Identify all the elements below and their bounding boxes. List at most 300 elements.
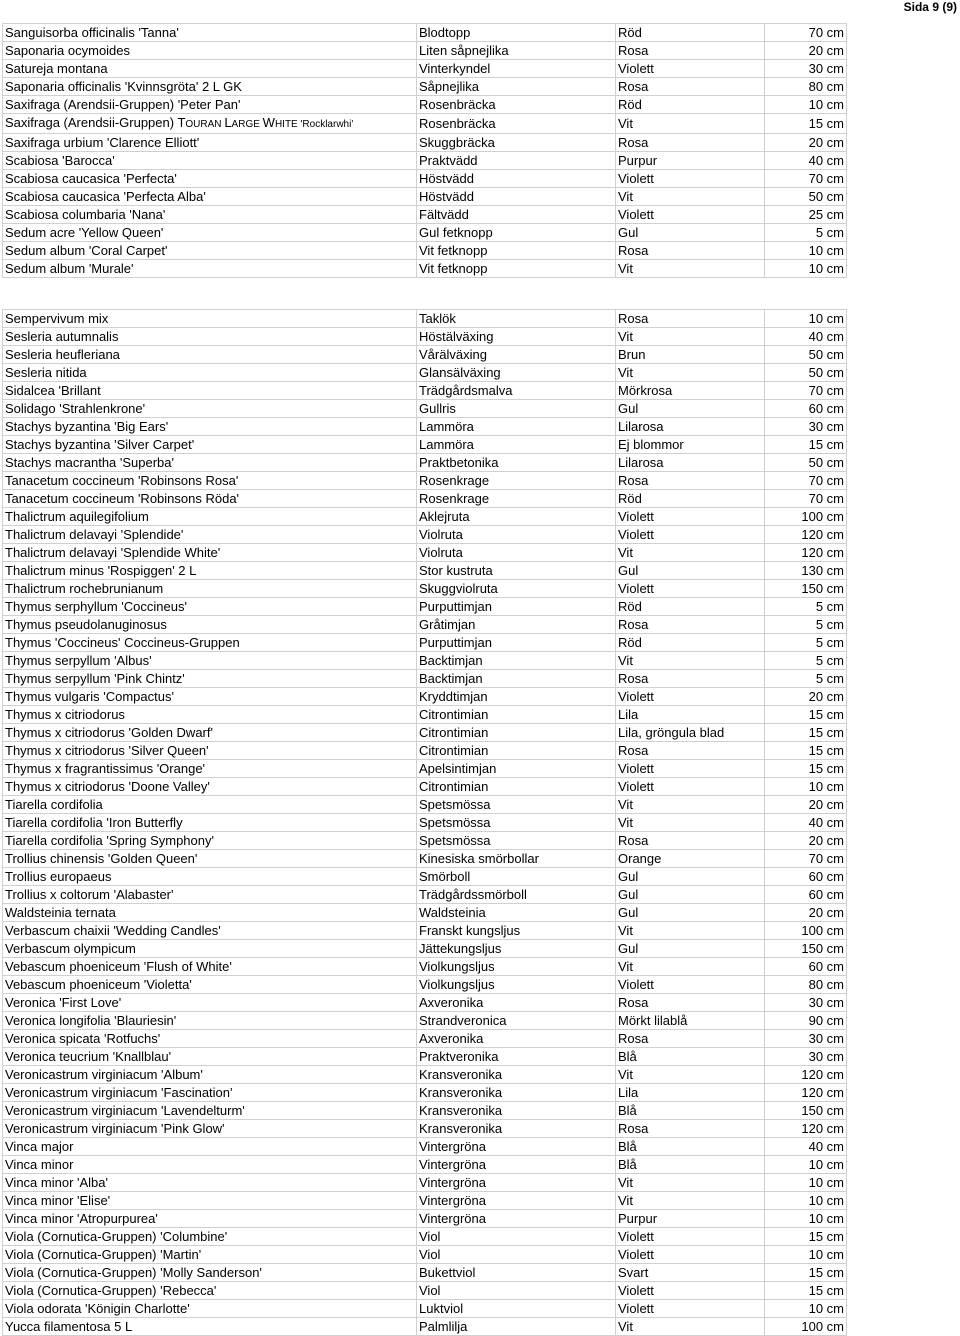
table-row [3,652,847,670]
table-row [3,526,847,544]
flower-color-cell: Vit [616,364,765,382]
botanical-name-cell: Sedum album 'Coral Carpet' [3,242,417,260]
flower-color-cell: Vit [616,1192,765,1210]
table-row [3,24,847,42]
botanical-name-cell: Thalictrum aquilegifolium [3,508,417,526]
table-row [3,976,847,994]
botanical-name-cell: Stachys byzantina 'Big Ears' [3,418,417,436]
height-cell: 5 cm [765,616,847,634]
botanical-name-cell: Yucca filamentosa 5 L [3,1318,417,1336]
common-name-cell: Vit fetknopp [417,242,616,260]
common-name-cell: Franskt kungsljus [417,922,616,940]
table-row [3,224,847,242]
common-name-cell: Backtimjan [417,652,616,670]
table-row [3,310,847,328]
table-row [3,760,847,778]
common-name-cell: Rosenkrage [417,472,616,490]
botanical-name-cell: Veronicastrum virginiacum 'Pink Glow' [3,1120,417,1138]
table-row [3,1012,847,1030]
height-cell: 70 cm [765,382,847,400]
flower-color-cell: Vit [616,544,765,562]
flower-color-cell: Purpur [616,1210,765,1228]
table-row [3,1318,847,1336]
common-name-cell: Vit fetknopp [417,260,616,278]
height-cell: 10 cm [765,96,847,114]
table-row [3,562,847,580]
height-cell: 100 cm [765,922,847,940]
botanical-name-cell: Sesleria heufleriana [3,346,417,364]
table-row [3,400,847,418]
flower-color-cell: Vit [616,260,765,278]
common-name-cell: Palmlilja [417,1318,616,1336]
flower-color-cell: Röd [616,490,765,508]
botanical-name-cell: Thalictrum delavayi 'Splendide' [3,526,417,544]
common-name-cell: Lammöra [417,436,616,454]
table-row [3,242,847,260]
height-cell: 5 cm [765,224,847,242]
common-name-cell: Vintergröna [417,1174,616,1192]
botanical-name-cell: Vinca minor 'Atropurpurea' [3,1210,417,1228]
common-name-cell: Strandveronica [417,1012,616,1030]
table-row [3,544,847,562]
table-row [3,454,847,472]
height-cell: 15 cm [765,114,847,134]
flower-color-cell: Lila [616,706,765,724]
height-cell: 60 cm [765,958,847,976]
table-row [3,364,847,382]
botanical-name-cell: Sanguisorba officinalis 'Tanna' [3,24,417,42]
height-cell: 10 cm [765,1246,847,1264]
table-row [3,994,847,1012]
botanical-name-cell: Waldsteinia ternata [3,904,417,922]
flower-color-cell: Violett [616,976,765,994]
table-row [3,170,847,188]
table-row [3,1066,847,1084]
flower-color-cell: Vit [616,1318,765,1336]
plant-table-top-body [3,24,847,278]
botanical-name-cell: Sedum acre 'Yellow Queen' [3,224,417,242]
flower-color-cell: Rosa [616,134,765,152]
flower-color-cell: Gul [616,562,765,580]
flower-color-cell: Vit [616,652,765,670]
height-cell: 20 cm [765,134,847,152]
botanical-name-cell: Tanacetum coccineum 'Robinsons Röda' [3,490,417,508]
table-row [3,436,847,454]
common-name-cell: Purputtimjan [417,634,616,652]
table-row [3,1300,847,1318]
flower-color-cell: Rosa [616,832,765,850]
height-cell: 15 cm [765,1282,847,1300]
table-row [3,958,847,976]
botanical-name-cell: Thymus vulgaris 'Compactus' [3,688,417,706]
table-row [3,904,847,922]
height-cell: 70 cm [765,850,847,868]
common-name-cell: Vintergröna [417,1138,616,1156]
botanical-name-cell: Thalictrum rochebrunianum [3,580,417,598]
table-row [3,922,847,940]
table-row [3,886,847,904]
common-name-cell: Luktviol [417,1300,616,1318]
flower-color-cell: Violett [616,508,765,526]
table-row [3,778,847,796]
table-row [3,1282,847,1300]
height-cell: 130 cm [765,562,847,580]
table-row [3,580,847,598]
height-cell: 120 cm [765,544,847,562]
common-name-cell: Gul fetknopp [417,224,616,242]
botanical-name-cell: Viola odorata 'Königin Charlotte' [3,1300,417,1318]
height-cell: 10 cm [765,260,847,278]
table-row [3,206,847,224]
table-row [3,1174,847,1192]
height-cell: 15 cm [765,760,847,778]
table-row [3,472,847,490]
table-row [3,134,847,152]
table-row [3,1192,847,1210]
height-cell: 70 cm [765,24,847,42]
botanical-name-cell: Stachys macrantha 'Superba' [3,454,417,472]
common-name-cell: Backtimjan [417,670,616,688]
flower-color-cell: Blå [616,1102,765,1120]
flower-color-cell: Vit [616,188,765,206]
botanical-name-cell: Saxifraga (Arendsii-Gruppen) 'Peter Pan' [3,96,417,114]
common-name-cell: Bukettviol [417,1264,616,1282]
height-cell: 20 cm [765,904,847,922]
common-name-cell: Kryddtimjan [417,688,616,706]
height-cell: 20 cm [765,832,847,850]
flower-color-cell: Mörkt lilablå [616,1012,765,1030]
botanical-name-cell: Vinca minor 'Alba' [3,1174,417,1192]
flower-color-cell: Purpur [616,152,765,170]
table-row [3,96,847,114]
height-cell: 60 cm [765,886,847,904]
height-cell: 70 cm [765,490,847,508]
table-row [3,742,847,760]
flower-color-cell: Vit [616,1174,765,1192]
flower-color-cell: Violett [616,760,765,778]
height-cell: 15 cm [765,706,847,724]
botanical-name-cell: Thymus x citriodorus [3,706,417,724]
flower-color-cell: Vit [616,114,765,134]
flower-color-cell: Rosa [616,616,765,634]
plant-table-main [2,309,847,1336]
botanical-name-cell: Tiarella cordifolia [3,796,417,814]
flower-color-cell: Lila [616,1084,765,1102]
common-name-cell: Rosenbräcka [417,96,616,114]
table-row [3,688,847,706]
plant-table-top [2,23,847,278]
common-name-cell: Praktveronika [417,1048,616,1066]
botanical-name-cell: Vinca major [3,1138,417,1156]
height-cell: 40 cm [765,1138,847,1156]
height-cell: 15 cm [765,742,847,760]
flower-color-cell: Blå [616,1048,765,1066]
common-name-cell: Blodtopp [417,24,616,42]
page-number: Sida 9 (9) [903,0,957,14]
botanical-name-cell: Thymus x fragrantissimus 'Orange' [3,760,417,778]
botanical-name-cell: Thymus pseudolanuginosus [3,616,417,634]
height-cell: 30 cm [765,1030,847,1048]
common-name-cell: Citrontimian [417,778,616,796]
botanical-name-cell: Stachys byzantina 'Silver Carpet' [3,436,417,454]
table-row [3,940,847,958]
table-row [3,1264,847,1282]
flower-color-cell: Rosa [616,670,765,688]
common-name-cell: Höstälväxing [417,328,616,346]
table-row [3,724,847,742]
height-cell: 15 cm [765,1264,847,1282]
botanical-name-cell: Sesleria autumnalis [3,328,417,346]
height-cell: 50 cm [765,454,847,472]
botanical-name-cell: Scabiosa 'Barocca' [3,152,417,170]
flower-color-cell: Vit [616,958,765,976]
flower-color-cell: Rosa [616,242,765,260]
table-row [3,490,847,508]
common-name-cell: Citrontimian [417,724,616,742]
flower-color-cell: Gul [616,400,765,418]
botanical-name-cell: Veronicastrum virginiacum 'Lavendelturm' [3,1102,417,1120]
height-cell: 70 cm [765,472,847,490]
flower-color-cell: Mörkrosa [616,382,765,400]
height-cell: 15 cm [765,724,847,742]
height-cell: 60 cm [765,400,847,418]
height-cell: 50 cm [765,188,847,206]
common-name-cell: Skuggviolruta [417,580,616,598]
height-cell: 20 cm [765,42,847,60]
common-name-cell: Vintergröna [417,1156,616,1174]
table-row [3,1138,847,1156]
common-name-cell: Kinesiska smörbollar [417,850,616,868]
common-name-cell: Jättekungsljus [417,940,616,958]
common-name-cell: Vinterkyndel [417,60,616,78]
botanical-name-cell: Satureja montana [3,60,417,78]
common-name-cell: Höstvädd [417,170,616,188]
flower-color-cell: Lilarosa [616,454,765,472]
flower-color-cell: Violett [616,206,765,224]
common-name-cell: Gullris [417,400,616,418]
table-row [3,1102,847,1120]
table-row [3,616,847,634]
table-row [3,114,847,134]
flower-color-cell: Rosa [616,310,765,328]
height-cell: 10 cm [765,1156,847,1174]
flower-color-cell: Blå [616,1156,765,1174]
height-cell: 30 cm [765,418,847,436]
common-name-cell: Lammöra [417,418,616,436]
flower-color-cell: Vit [616,796,765,814]
flower-color-cell: Röd [616,24,765,42]
height-cell: 10 cm [765,1192,847,1210]
table-row [3,598,847,616]
flower-color-cell: Vit [616,814,765,832]
common-name-cell: Skuggbräcka [417,134,616,152]
common-name-cell: Violkungsljus [417,976,616,994]
height-cell: 120 cm [765,526,847,544]
botanical-name-cell: Sidalcea 'Brillant [3,382,417,400]
flower-color-cell: Gul [616,224,765,242]
botanical-name-cell: Verbascum chaixii 'Wedding Candles' [3,922,417,940]
table-row [3,670,847,688]
common-name-cell: Såpnejlika [417,78,616,96]
common-name-cell: Aklejruta [417,508,616,526]
common-name-cell: Liten såpnejlika [417,42,616,60]
common-name-cell: Viol [417,1282,616,1300]
table-row [3,796,847,814]
table-row [3,260,847,278]
botanical-name-cell: Scabiosa caucasica 'Perfecta' [3,170,417,188]
height-cell: 40 cm [765,152,847,170]
common-name-cell: Höstvädd [417,188,616,206]
common-name-cell: Trädgårdssmörboll [417,886,616,904]
common-name-cell: Viol [417,1246,616,1264]
botanical-name-cell: Vebascum phoeniceum 'Violetta' [3,976,417,994]
flower-color-cell: Gul [616,940,765,958]
height-cell: 40 cm [765,328,847,346]
height-cell: 30 cm [765,994,847,1012]
height-cell: 20 cm [765,796,847,814]
botanical-name-cell: Thymus x citriodorus 'Doone Valley' [3,778,417,796]
height-cell: 100 cm [765,1318,847,1336]
botanical-name-cell: Saxifraga urbium 'Clarence Elliott' [3,134,417,152]
common-name-cell: Citrontimian [417,706,616,724]
botanical-name-cell: Viola (Cornutica-Gruppen) 'Molly Sanderson' [3,1264,417,1282]
common-name-cell: Purputtimjan [417,598,616,616]
botanical-name-cell: Veronicastrum virginiacum 'Album' [3,1066,417,1084]
botanical-name-cell: Vebascum phoeniceum 'Flush of White' [3,958,417,976]
height-cell: 120 cm [765,1084,847,1102]
height-cell: 20 cm [765,688,847,706]
height-cell: 5 cm [765,598,847,616]
height-cell: 150 cm [765,580,847,598]
height-cell: 60 cm [765,868,847,886]
common-name-cell: Praktbetonika [417,454,616,472]
flower-color-cell: Vit [616,1066,765,1084]
botanical-name-cell: Thymus serpyllum 'Pink Chintz' [3,670,417,688]
botanical-name-cell: Sedum album 'Murale' [3,260,417,278]
flower-color-cell: Blå [616,1138,765,1156]
botanical-name-cell: Thymus x citriodorus 'Silver Queen' [3,742,417,760]
flower-color-cell: Rosa [616,994,765,1012]
table-row [3,706,847,724]
flower-color-cell: Violett [616,778,765,796]
common-name-cell: Vintergröna [417,1192,616,1210]
table-row [3,418,847,436]
botanical-name-cell: Veronicastrum virginiacum 'Fascination' [3,1084,417,1102]
table-row [3,1246,847,1264]
height-cell: 150 cm [765,1102,847,1120]
height-cell: 70 cm [765,170,847,188]
height-cell: 150 cm [765,940,847,958]
botanical-name-cell: Viola (Cornutica-Gruppen) 'Rebecca' [3,1282,417,1300]
table-row [3,850,847,868]
table-row [3,78,847,96]
common-name-cell: Spetsmössa [417,814,616,832]
flower-color-cell: Rosa [616,742,765,760]
common-name-cell: Rosenbräcka [417,114,616,134]
botanical-name-cell: Thymus x citriodorus 'Golden Dwarf' [3,724,417,742]
common-name-cell: Violruta [417,544,616,562]
botanical-name-cell: Thymus serpyllum 'Albus' [3,652,417,670]
table-row [3,832,847,850]
table-row [3,1156,847,1174]
flower-color-cell: Rosa [616,42,765,60]
flower-color-cell: Violett [616,1300,765,1318]
common-name-cell: Waldsteinia [417,904,616,922]
flower-color-cell: Vit [616,922,765,940]
height-cell: 120 cm [765,1066,847,1084]
flower-color-cell: Rosa [616,1030,765,1048]
flower-color-cell: Violett [616,526,765,544]
flower-color-cell: Vit [616,328,765,346]
botanical-name-cell: Verbascum olympicum [3,940,417,958]
table-row [3,868,847,886]
botanical-name-cell: Sesleria nitida [3,364,417,382]
botanical-name-cell: Saxifraga (Arendsii-Gruppen) TOURAN LARGE WHITE 'Rocklarwhi' [3,114,417,134]
height-cell: 50 cm [765,364,847,382]
flower-color-cell: Ej blommor [616,436,765,454]
flower-color-cell: Röd [616,96,765,114]
flower-color-cell: Röd [616,634,765,652]
common-name-cell: Smörboll [417,868,616,886]
botanical-name-cell: Thalictrum minus 'Rospiggen' 2 L [3,562,417,580]
height-cell: 5 cm [765,670,847,688]
height-cell: 10 cm [765,1174,847,1192]
flower-color-cell: Orange [616,850,765,868]
height-cell: 90 cm [765,1012,847,1030]
common-name-cell: Praktvädd [417,152,616,170]
height-cell: 25 cm [765,206,847,224]
flower-color-cell: Gul [616,904,765,922]
height-cell: 5 cm [765,652,847,670]
common-name-cell: Viol [417,1228,616,1246]
common-name-cell: Kransveronika [417,1120,616,1138]
botanical-name-cell: Tiarella cordifolia 'Spring Symphony' [3,832,417,850]
common-name-cell: Vintergröna [417,1210,616,1228]
height-cell: 30 cm [765,60,847,78]
flower-color-cell: Violett [616,1246,765,1264]
flower-color-cell: Rosa [616,472,765,490]
height-cell: 30 cm [765,1048,847,1066]
height-cell: 5 cm [765,634,847,652]
botanical-name-cell: Tiarella cordifolia 'Iron Butterfly [3,814,417,832]
flower-color-cell: Gul [616,886,765,904]
height-cell: 50 cm [765,346,847,364]
botanical-name-cell: Thymus 'Coccineus' Coccineus-Gruppen [3,634,417,652]
flower-color-cell: Violett [616,1282,765,1300]
flower-color-cell: Rosa [616,78,765,96]
height-cell: 15 cm [765,1228,847,1246]
common-name-cell: Rosenkrage [417,490,616,508]
flower-color-cell: Violett [616,1228,765,1246]
common-name-cell: Citrontimian [417,742,616,760]
botanical-name-cell: Scabiosa caucasica 'Perfecta Alba' [3,188,417,206]
botanical-name-cell: Veronica spicata 'Rotfuchs' [3,1030,417,1048]
common-name-cell: Axveronika [417,1030,616,1048]
botanical-name-cell: Trollius x coltorum 'Alabaster' [3,886,417,904]
common-name-cell: Spetsmössa [417,796,616,814]
table-row [3,1030,847,1048]
flower-color-cell: Rosa [616,1120,765,1138]
botanical-name-cell: Vinca minor 'Elise' [3,1192,417,1210]
common-name-cell: Stor kustruta [417,562,616,580]
common-name-cell: Glansälväxing [417,364,616,382]
height-cell: 100 cm [765,508,847,526]
table-row [3,1120,847,1138]
common-name-cell: Vårälväxing [417,346,616,364]
flower-color-cell: Röd [616,598,765,616]
height-cell: 10 cm [765,1210,847,1228]
flower-color-cell: Violett [616,60,765,78]
